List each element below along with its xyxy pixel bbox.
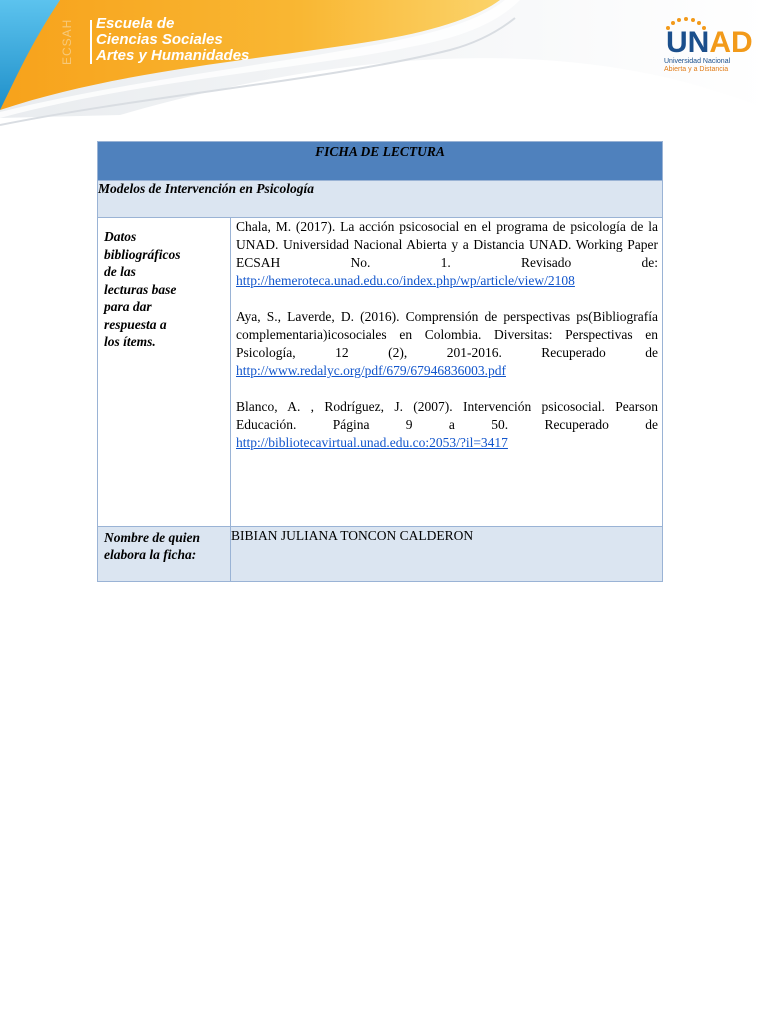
logo-tagline-line1: Universidad Nacional: [664, 58, 731, 65]
logo-tagline-line2: Abierta y a Distancia: [664, 66, 729, 73]
school-name-line: Escuela de: [96, 15, 175, 32]
reference-link[interactable]: http://www.redalyc.org/pdf/679/67946836003.pdf: [236, 363, 506, 378]
reference-link[interactable]: http://bibliotecavirtual.unad.edu.co:2053/?il=3417: [236, 435, 508, 450]
school-name-line: Ciencias Sociales: [96, 31, 223, 48]
author-label: [98, 527, 231, 582]
reference-item: [236, 308, 658, 380]
school-name: [96, 16, 249, 64]
logo-letters-ad: AD: [709, 26, 753, 59]
references-label-line: respuesta a: [104, 316, 167, 332]
school-name-line: Artes y Humanidades: [96, 47, 250, 64]
references-label: [98, 218, 231, 527]
reference-link[interactable]: http://hemeroteca.unad.edu.co/index.php/wp/article/view/2108: [236, 273, 575, 288]
author-label-line: elabora la ficha:: [104, 547, 197, 562]
author-label-line: Nombre de quien: [104, 530, 200, 545]
ficha-subtitle-row: [98, 181, 663, 218]
reference-text: Chala, M. (2017). La acción psicosocial en el programa de psicología de la UNAD. Universidad Nacional Abierta y a Distancia UNAD. Working Paper ECSAH No. 1. Revisado de:: [236, 219, 658, 270]
author-name: BIBIAN JULIANA TONCON CALDERON: [231, 527, 663, 582]
references-row: [98, 218, 663, 527]
references-label-line: para dar: [104, 299, 152, 314]
logo-tagline: [664, 58, 754, 74]
ficha-subtitle: Modelos de Intervención en Psicología: [98, 181, 314, 196]
reference-text: Blanco, A. , Rodríguez, J. (2007). Intervención psicosocial. Pearson Educación. Página 9 a 50. Recuperado de: [236, 399, 658, 432]
author-row: [98, 527, 663, 582]
reference-text: Aya, S., Laverde, D. (2016). Comprensión de perspectivas ps(Bibliografía complementaria)icosociales en Colombia. Diversitas: Perspectivas en Psicología, 12 (2), 201-2016. Recuperado de: [236, 309, 658, 360]
ficha-title-row: [98, 142, 663, 181]
unad-logo: [660, 14, 753, 78]
school-abbreviation: ECSAH: [60, 18, 74, 66]
logo-letter-u: U: [666, 26, 688, 59]
logo-wordmark: [666, 28, 753, 58]
references-label-line: de las: [104, 264, 136, 279]
reference-item: [236, 218, 658, 290]
ficha-table: [97, 141, 663, 582]
references-label-line: los ítems.: [104, 334, 156, 349]
references-label-line: Datos: [104, 229, 137, 244]
references-label-line: lecturas base: [104, 281, 177, 297]
logo-letter-n: N: [687, 26, 710, 59]
references-content: [231, 218, 663, 527]
ficha-title: FICHA DE LECTURA: [315, 144, 445, 159]
page-header: [0, 0, 768, 130]
reference-item: [236, 398, 658, 452]
references-label-line: bibliográficos: [104, 246, 181, 262]
